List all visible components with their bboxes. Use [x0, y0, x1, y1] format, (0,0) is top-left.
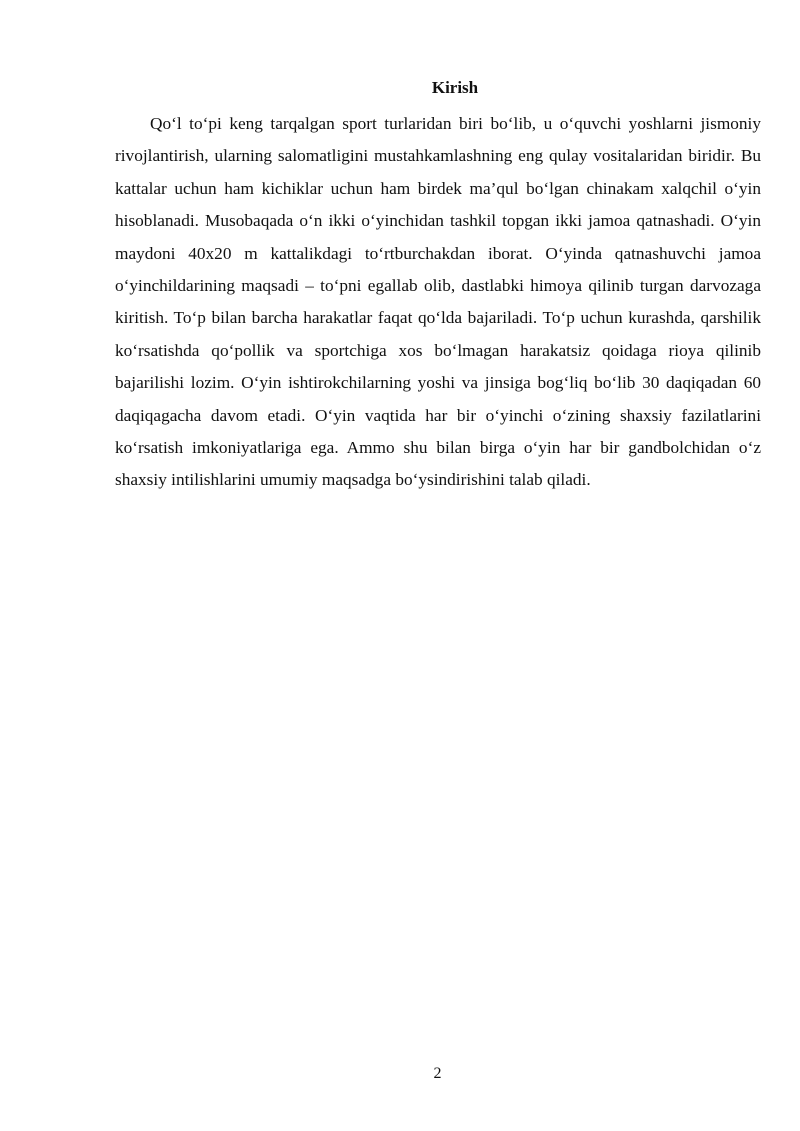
- body-paragraph: Qo‘l to‘pi keng tarqalgan sport turlaridan biri bo‘lib, u o‘quvchi yoshlarni jismoniy rivojlantirish, ularning salomatligini mustahkamlashning eng qulay vositalaridan biridir. Bu kattalar uchun ham kichiklar uchun ham birdek ma’qul bo‘lgan chinakam xalqchil o‘yin hisoblanadi. Musobaqada o‘n ikki o‘yinchidan tashkil topgan ikki jamoa qatnashadi. O‘yin maydoni 40x20 m kattalikdagi to‘rtburchakdan iborat. O‘yinda qatnashuvchi jamoa o‘yinchildarining maqsadi – to‘pni egallab olib, dastlabki himoya qilinib turgan darvozaga kiritish. To‘p bilan barcha harakatlar faqat qo‘lda bajariladi. To‘p uchun kurashda, qarshilik ko‘rsatishda qo‘pollik va sportchiga xos bo‘lmagan harakatsiz qoidaga rioya qilinib bajarilishi lozim. O‘yin ishtirokchilarning yoshi va jinsiga bog‘liq bo‘lib 30 daqiqadan 60 daqiqagacha davom etadi. O‘yin vaqtida har bir o‘yinchi o‘zining shaxsiy fazilatlarini ko‘rsatish imkoniyatlariga ega. Ammo shu bilan birga o‘yin har bir gandbolchidan o‘z shaxsiy intilishlarini umumiy maqsadga bo‘ysindirishini talab qiladi.: [115, 114, 761, 490]
- section-heading: Kirish: [431, 78, 479, 97]
- page-number: 2: [433, 1065, 442, 1082]
